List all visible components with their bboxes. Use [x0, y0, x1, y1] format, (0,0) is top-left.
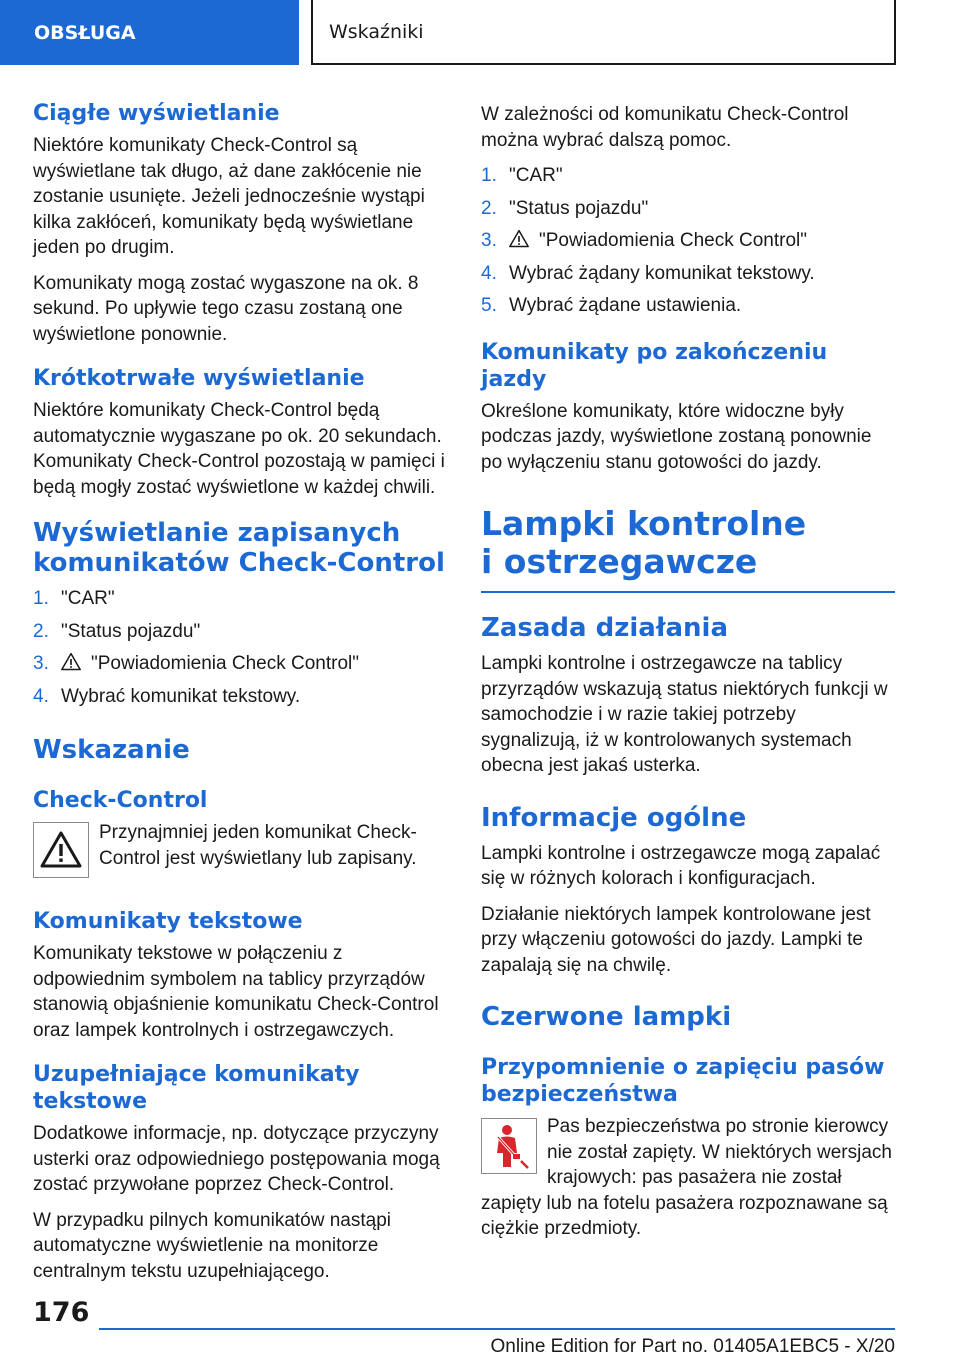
after-drive-messages-heading: Komunikaty po zakończeniu jazdy	[481, 339, 828, 392]
principle-heading: Zasada działania	[481, 613, 728, 643]
section-tab	[0, 0, 299, 65]
check-control-symbol	[33, 822, 89, 878]
list-item	[481, 196, 895, 222]
list-item	[481, 163, 895, 189]
list-item	[481, 293, 895, 319]
red-lamps-heading: Czerwone lampki	[481, 1002, 732, 1032]
step-number: 2.	[481, 197, 497, 219]
warning-triangle-icon	[39, 830, 83, 870]
left-column	[33, 100, 445, 1294]
text-messages-heading: Komunikaty tekstowe	[33, 909, 303, 934]
saved-messages-heading: Wyświetlanie zapisanych komunikatów Check-Control	[33, 518, 445, 578]
seatbelt-reminder-paragraph: Pas bezpieczeństwa po stronie kierowcy nie został zapięty. W niektórych wersjach krajowych: pas pasażera nie został zapięty lub na fotelu pasażera rozpoznawane są ciężkie przedmioty.	[481, 1116, 892, 1239]
footer-divider	[99, 1328, 895, 1330]
step-text: "CAR"	[61, 588, 115, 609]
check-control-row	[33, 820, 445, 878]
seatbelt-lamp-symbol	[481, 1118, 537, 1174]
continuous-display-paragraph-1: Niektóre komunikaty Check-Control są wyświetlane tak długo, aż dane zakłócenie nie zostanie usunięte. Jeżeli jednocześnie wystąpi kilka zakłóceń, komunikaty będą wyświetlane jeden po drugim.	[33, 135, 425, 258]
warning-triangle-icon	[61, 652, 81, 672]
step-text: "CAR"	[509, 165, 563, 186]
page-header-title: Wskaźniki	[329, 20, 424, 43]
list-item	[33, 651, 445, 677]
continuous-display-paragraph-2: Komunikaty mogą zostać wygaszone na ok. 8 sekund. Po upływie tego czasu zostaną one wyświetlone ponownie.	[33, 272, 419, 345]
step-text: "Powiadomienia Check Control"	[539, 230, 808, 251]
general-info-heading: Informacje ogólne	[481, 802, 747, 833]
warning-triangle-icon	[509, 229, 529, 249]
seatbelt-reminder-heading: Przypomnienie o zapięciu pasów bezpieczeństwa	[481, 1055, 885, 1107]
list-item	[33, 619, 445, 645]
principle-paragraph: Lampki kontrolne i ostrzegawcze na tablicy przyrządów wskazują status niektórych funkcji w samochodzie i w razie takiej potrzeby sygnalizują, iż w kontrolowanych systemach obecna jest jakaś usterka.	[481, 653, 888, 776]
further-help-steps	[481, 163, 895, 319]
page-header	[311, 0, 896, 65]
footer-edition-text: Online Edition for Part no. 01405A1EBC5 - X/20	[490, 1336, 895, 1357]
check-control-text: Przynajmniej jeden komunikat Check-Control jest wyświetlany lub zapisany.	[99, 822, 417, 869]
temporary-display-paragraph: Niektóre komunikaty Check-Control będą automatycznie wygaszane po ok. 20 sekundach. Komunikaty Check-Control pozostają w pamięci i będą mogły zostać wyświetlone w każdej chwili.	[33, 400, 445, 498]
further-help-paragraph: W zależności od komunikatu Check-Control można wybrać dalszą pomoc.	[481, 104, 849, 151]
continuous-display-heading: Ciągłe wyświetlanie	[33, 101, 280, 126]
text-messages-paragraph: Komunikaty tekstowe w połączeniu z odpowiednim symbolem na tablicy przyrządów stanowią objaśnienie komunikatu Check-Control oraz lampek kontrolnych i ostrzegawczych.	[33, 943, 439, 1041]
right-column	[481, 102, 895, 1252]
step-number: 2.	[33, 620, 49, 642]
step-text: Wybrać żądane ustawienia.	[509, 295, 742, 316]
step-number: 3.	[33, 653, 49, 674]
step-text: "Powiadomienia Check Control"	[91, 653, 360, 674]
saved-messages-steps	[33, 586, 445, 709]
step-number: 5.	[481, 295, 497, 316]
step-text: "Status pojazdu"	[509, 197, 649, 219]
general-info-paragraph-1: Lampki kontrolne i ostrzegawcze mogą zapalać się w różnych kolorach i konfiguracjach.	[481, 842, 881, 889]
temporary-display-heading: Krótkotrwałe wyświetlanie	[33, 366, 365, 391]
supplementary-messages-heading: Uzupełniające komunikaty tekstowe	[33, 1062, 360, 1114]
step-number: 4.	[33, 685, 49, 707]
chapter-title-line-1: Lampki kontrolne	[481, 504, 807, 543]
display-heading: Wskazanie	[33, 735, 190, 765]
step-number: 1.	[33, 588, 49, 609]
list-item	[33, 586, 445, 612]
supplementary-paragraph-2: W przypadku pilnych komunikatów nastąpi automatyczne wyświetlenie na monitorze centralnym tekstu uzupełniającego.	[33, 1209, 392, 1282]
check-control-heading: Check-Control	[33, 788, 208, 813]
chapter-divider	[481, 591, 895, 593]
supplementary-paragraph-1: Dodatkowe informacje, np. dotyczące przyczyny usterki oraz odpowiedniego postępowania mogą zostać przywołane poprzez Check-Control.	[33, 1123, 440, 1195]
step-text: Wybrać komunikat tekstowy.	[61, 685, 301, 707]
step-text: Wybrać żądany komunikat tekstowy.	[509, 262, 815, 284]
page-number: 176	[33, 1297, 90, 1328]
seatbelt-icon	[487, 1123, 531, 1169]
list-item	[481, 261, 895, 287]
list-item	[481, 228, 895, 254]
seatbelt-reminder-row	[481, 1114, 895, 1252]
step-number: 1.	[481, 165, 497, 186]
chapter-title-line-2: i ostrzegawcze	[481, 542, 758, 581]
after-drive-messages-paragraph: Określone komunikaty, które widoczne były podczas jazdy, wyświetlone zostaną ponownie po wyłączeniu stanu gotowości do jazdy.	[481, 400, 872, 473]
step-number: 3.	[481, 230, 497, 251]
step-text: "Status pojazdu"	[61, 620, 201, 642]
chapter-title	[481, 505, 895, 581]
list-item	[33, 684, 445, 710]
section-label: OBSŁUGA	[34, 21, 136, 44]
general-info-paragraph-2: Działanie niektórych lampek kontrolowane jest przy włączeniu gotowości do jazdy. Lampki te zapalają się na chwilę.	[481, 903, 871, 976]
step-number: 4.	[481, 262, 497, 284]
